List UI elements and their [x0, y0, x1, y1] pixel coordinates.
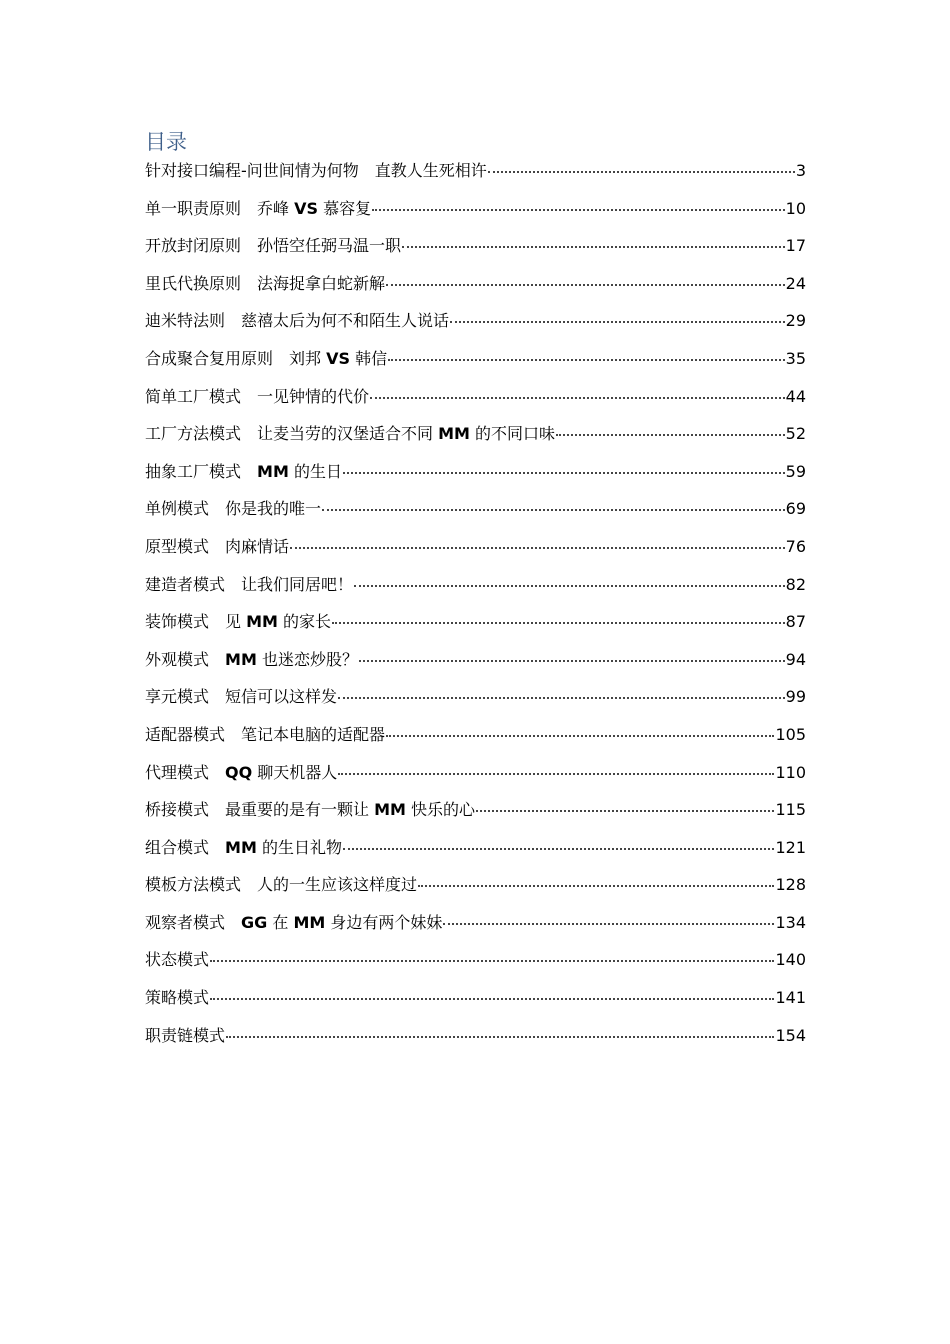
dot-leader	[210, 960, 774, 962]
toc-entry-title: 适配器模式 笔记本电脑的适配器	[145, 724, 386, 744]
toc-page-number: 3	[795, 161, 806, 180]
toc-entry-title: 代理模式 QQ 聊天机器人	[145, 762, 338, 782]
toc-page-number: 115	[775, 800, 806, 820]
toc-entry[interactable]	[145, 1022, 806, 1060]
toc-entry-title: 状态模式	[145, 950, 210, 970]
dot-leader	[354, 585, 785, 587]
toc-entry[interactable]	[145, 834, 806, 872]
toc-title: 目录	[145, 130, 187, 154]
toc-entry-title: 抽象工厂模式 MM 的生日	[145, 461, 342, 481]
dot-leader	[322, 509, 785, 511]
toc-page-number: 52	[785, 424, 806, 444]
toc-page-number: 134	[775, 912, 806, 932]
toc-entry[interactable]	[145, 533, 806, 571]
toc-entry[interactable]	[145, 420, 806, 458]
toc-page-number: 154	[775, 1025, 806, 1045]
dot-leader	[402, 246, 785, 248]
toc-entry[interactable]	[145, 195, 806, 233]
toc-entry-title: 迪米特法则 慈禧太后为何不和陌生人说话	[145, 311, 450, 331]
toc-entry[interactable]	[145, 683, 806, 721]
toc-entry[interactable]	[145, 909, 806, 947]
toc-entry[interactable]	[145, 571, 806, 609]
toc-page-number: 99	[785, 687, 806, 707]
toc-entry[interactable]	[145, 307, 806, 345]
dot-leader	[338, 773, 774, 775]
toc-entry-title: 单例模式 你是我的唯一	[145, 499, 322, 519]
toc-page-number: 59	[785, 461, 806, 481]
toc-page-number: 94	[785, 649, 806, 669]
dot-leader	[476, 810, 774, 812]
toc-entry[interactable]	[145, 232, 806, 270]
dot-leader	[443, 923, 774, 925]
dot-leader	[290, 547, 785, 549]
toc-page-number: 82	[785, 574, 806, 594]
toc-page-number: 44	[785, 386, 806, 406]
toc-entry-title: 单一职责原则 乔峰 VS 慕容复	[145, 198, 372, 218]
toc-entry[interactable]	[145, 721, 806, 759]
toc-entry[interactable]	[145, 759, 806, 797]
toc-page-number: 35	[785, 348, 806, 368]
toc-entry-title: 模板方法模式 人的一生应该这样度过	[145, 875, 418, 895]
toc-entry-title: 观察者模式 GG 在 MM 身边有两个妹妹	[145, 912, 443, 932]
toc-page-number: 140	[775, 950, 806, 970]
toc-entry[interactable]	[145, 458, 806, 496]
dot-leader	[343, 848, 775, 850]
toc-entry[interactable]	[145, 871, 806, 909]
toc-entry-title: 桥接模式 最重要的是有一颗让 MM 快乐的心	[145, 800, 476, 820]
toc-page-number: 69	[785, 499, 806, 519]
dot-leader	[359, 660, 785, 662]
toc-page-number: 110	[775, 762, 806, 782]
toc-page-number: 87	[785, 612, 806, 632]
toc-page-number: 121	[775, 837, 806, 857]
dot-leader	[450, 321, 785, 323]
toc-entry-title: 简单工厂模式 一见钟情的代价	[145, 386, 370, 406]
dot-leader	[343, 472, 785, 474]
toc-entry-title: 组合模式 MM 的生日礼物	[145, 837, 342, 857]
toc-page-number: 76	[785, 536, 806, 556]
dot-leader	[386, 735, 774, 737]
dot-leader	[226, 1036, 774, 1038]
toc-entry[interactable]	[145, 646, 806, 684]
toc-entry-title: 外观模式 MM 也迷恋炒股？	[145, 649, 358, 669]
dot-leader	[488, 171, 795, 173]
dot-leader	[388, 359, 785, 361]
dot-leader	[338, 697, 785, 699]
toc-entry[interactable]	[145, 383, 806, 421]
toc-page-number: 10	[785, 198, 806, 218]
toc-entry-title: 装饰模式 见 MM 的家长	[145, 612, 332, 632]
toc-page-number: 17	[785, 236, 806, 256]
toc-entry[interactable]	[145, 495, 806, 533]
toc-page-number: 105	[775, 724, 806, 744]
toc-entry[interactable]	[145, 345, 806, 383]
toc-entry-title: 策略模式	[145, 988, 210, 1008]
dot-leader	[372, 209, 785, 211]
toc-entry[interactable]	[145, 608, 806, 646]
toc-entry-title: 里氏代换原则 法海捉拿白蛇新解	[145, 273, 386, 293]
dot-leader	[418, 885, 774, 887]
toc-entry-title: 享元模式 短信可以这样发	[145, 687, 338, 707]
toc-page-number: 141	[775, 988, 806, 1008]
toc-list	[145, 157, 806, 1059]
toc-entry[interactable]	[145, 157, 806, 195]
toc-entry[interactable]	[145, 796, 806, 834]
toc-entry-title: 原型模式 肉麻情话	[145, 536, 290, 556]
toc-entry-title: 职责链模式	[145, 1025, 226, 1045]
toc-page-number: 24	[785, 273, 806, 293]
toc-page-number: 128	[775, 875, 806, 895]
toc-entry-title: 开放封闭原则 孙悟空任弼马温一职	[145, 236, 402, 256]
toc-entry-title: 合成聚合复用原则 刘邦 VS 韩信	[145, 348, 388, 368]
toc-entry-title: 工厂方法模式 让麦当劳的汉堡适合不同 MM 的不同口味	[145, 424, 556, 444]
toc-entry-title: 建造者模式 让我们同居吧！	[145, 574, 354, 594]
toc-page-number: 29	[785, 311, 806, 331]
dot-leader	[556, 434, 785, 436]
dot-leader	[210, 998, 774, 1000]
dot-leader	[386, 284, 785, 286]
dot-leader	[332, 622, 785, 624]
dot-leader	[370, 397, 785, 399]
toc-entry[interactable]	[145, 984, 806, 1022]
toc-entry-title: 针对接口编程-问世间情为何物 直教人生死相许	[145, 161, 487, 180]
toc-entry[interactable]	[145, 270, 806, 308]
toc-entry[interactable]	[145, 946, 806, 984]
